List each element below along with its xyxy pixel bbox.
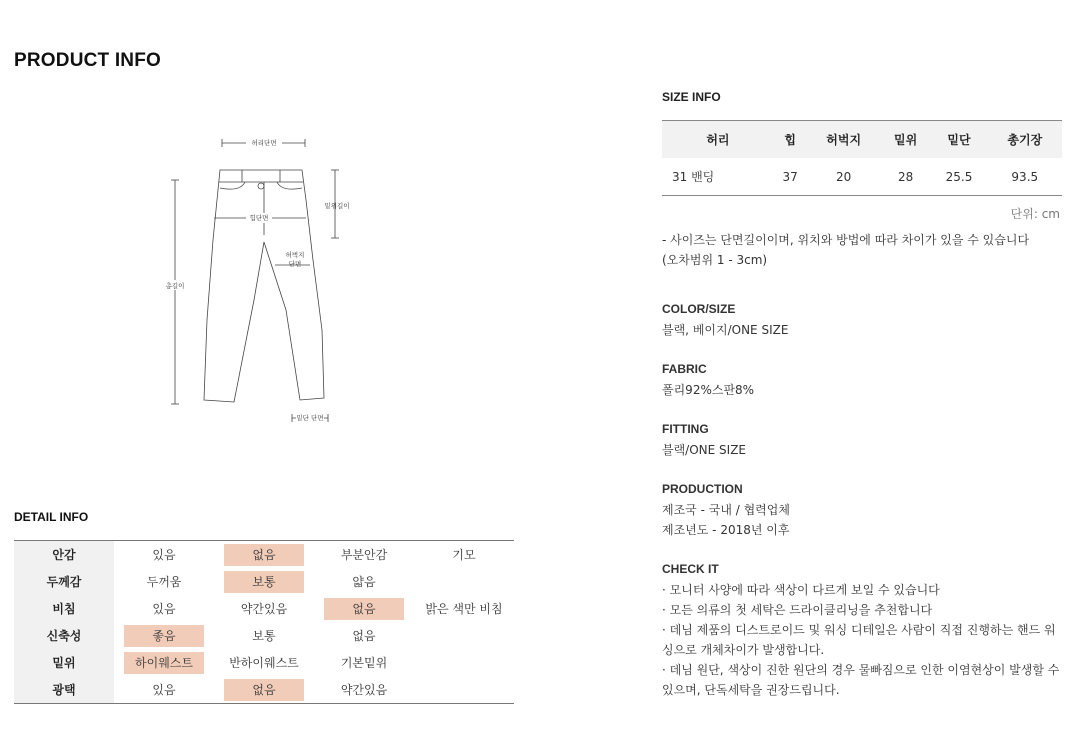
fitting-text: 블랙/ONE SIZE (662, 443, 747, 457)
option-chip: 보통 (252, 628, 276, 643)
option-chip: 약간있음 (240, 601, 288, 616)
option-chip (424, 569, 504, 591)
thigh-label-top: 허벅지 (285, 251, 305, 259)
detail-row-transparency (14, 595, 514, 622)
production-title: PRODUCTION (662, 482, 743, 496)
size-note (662, 230, 1062, 270)
option-chip: 있음 (152, 682, 176, 697)
detail-row-gloss (14, 676, 514, 704)
size-value-cell: 93.5 (1011, 169, 1039, 184)
option-chip: 없음 (224, 544, 304, 566)
hem-label: 밑단 단면 (296, 414, 324, 422)
size-unit: 단위: cm (1010, 207, 1060, 221)
detail-row-rise (14, 649, 514, 676)
option-chip: 부분안감 (340, 547, 388, 562)
size-value-cell: 31 밴딩 (672, 170, 715, 184)
size-header-row (662, 121, 1062, 159)
detail-row-label: 밑위 (14, 649, 114, 676)
size-value-cell: 25.5 (945, 169, 973, 184)
detail-row-thickness (14, 568, 514, 595)
detail-info-heading: DETAIL INFO (14, 510, 89, 524)
size-info-table (662, 120, 1062, 196)
option-chip: 밝은 색만 비침 (425, 601, 503, 616)
option-chip: 하이웨스트 (124, 652, 204, 674)
fabric-title: FABRIC (662, 362, 707, 376)
pants-illustration (150, 130, 370, 430)
production-line: 제조년도 - 2018년 이후 (662, 523, 790, 537)
option-chip: 보통 (224, 571, 304, 593)
option-chip: 두꺼움 (146, 574, 182, 589)
option-chip: 약간있음 (340, 682, 388, 697)
option-chip: 좋음 (124, 625, 204, 647)
detail-row-label: 안감 (14, 541, 114, 569)
production-line: 제조국 - 국내 / 협력업체 (662, 503, 790, 517)
size-info-heading: SIZE INFO (662, 90, 721, 104)
detail-row-stretch (14, 622, 514, 649)
option-chip: 없음 (224, 679, 304, 701)
option-chip (424, 650, 504, 672)
size-note-line: (오차범위 1 - 3cm) (662, 253, 768, 267)
option-chip (424, 623, 504, 645)
check-it-item: · 모니터 사양에 따라 색상이 다르게 보일 수 있습니다 (662, 583, 940, 597)
size-value-cell: 20 (836, 169, 852, 184)
size-value-row (662, 158, 1062, 196)
check-it-item: · 데님 제품의 디스트로이드 및 워싱 디테일은 사람이 직접 진행하는 핸드 워싱으로 개체차이가 발생합니다. (662, 623, 1056, 657)
size-header-cell: 허벅지 (806, 121, 880, 159)
thigh-label-bottom: 단면 (288, 260, 302, 268)
color-size-text: 블랙, 베이지/ONE SIZE (662, 323, 789, 337)
waist-label: 허리단면 (251, 139, 277, 147)
option-chip: 없음 (324, 598, 404, 620)
detail-row-label: 비침 (14, 595, 114, 622)
option-chip: 있음 (152, 547, 176, 562)
fitting-title: FITTING (662, 422, 709, 436)
check-it-item: · 데님 원단, 색상이 진한 원단의 경우 물빠짐으로 인한 이염현상이 발생할 수 있으며, 단독세탁을 권장드립니다. (662, 663, 1060, 697)
size-header-cell: 밑단 (930, 121, 987, 159)
check-it-item: · 모든 의류의 첫 세탁은 드라이클리닝을 추천합니다 (662, 603, 933, 617)
rise-label: 밑위길이 (324, 202, 350, 210)
hip-label: 힙단면 (249, 214, 269, 222)
size-value-cell: 28 (898, 169, 914, 184)
detail-row-label: 신축성 (14, 622, 114, 649)
option-chip: 있음 (152, 601, 176, 616)
detail-row-label: 광택 (14, 676, 114, 704)
check-it-title: CHECK IT (662, 562, 719, 576)
option-chip: 기본밑위 (340, 655, 388, 670)
size-header-cell: 밑위 (881, 121, 931, 159)
option-chip: 기모 (452, 547, 476, 562)
production-text (662, 500, 1067, 540)
detail-row-lining (14, 541, 514, 569)
size-header-cell: 힙 (774, 121, 807, 159)
option-chip: 반하이웨스트 (229, 655, 299, 670)
option-chip: 얇음 (352, 574, 376, 589)
size-header-cell: 총기장 (988, 121, 1062, 159)
pants-measurement-diagram (150, 130, 370, 430)
check-it-list (662, 580, 1067, 700)
color-size-title: COLOR/SIZE (662, 302, 736, 316)
detail-row-label: 두께감 (14, 568, 114, 595)
detail-info-table (14, 540, 514, 704)
size-header-cell: 허리 (662, 121, 774, 159)
option-chip (424, 677, 504, 699)
size-note-line: - 사이즈는 단면길이이며, 위치와 방법에 따라 차이가 있을 수 있습니다 (662, 233, 1030, 247)
page-title: PRODUCT INFO (14, 50, 162, 71)
size-value-cell: 37 (782, 169, 798, 184)
option-chip: 없음 (352, 628, 376, 643)
length-label: 총길이 (165, 282, 185, 290)
fabric-text: 폴리92%스판8% (662, 383, 755, 397)
